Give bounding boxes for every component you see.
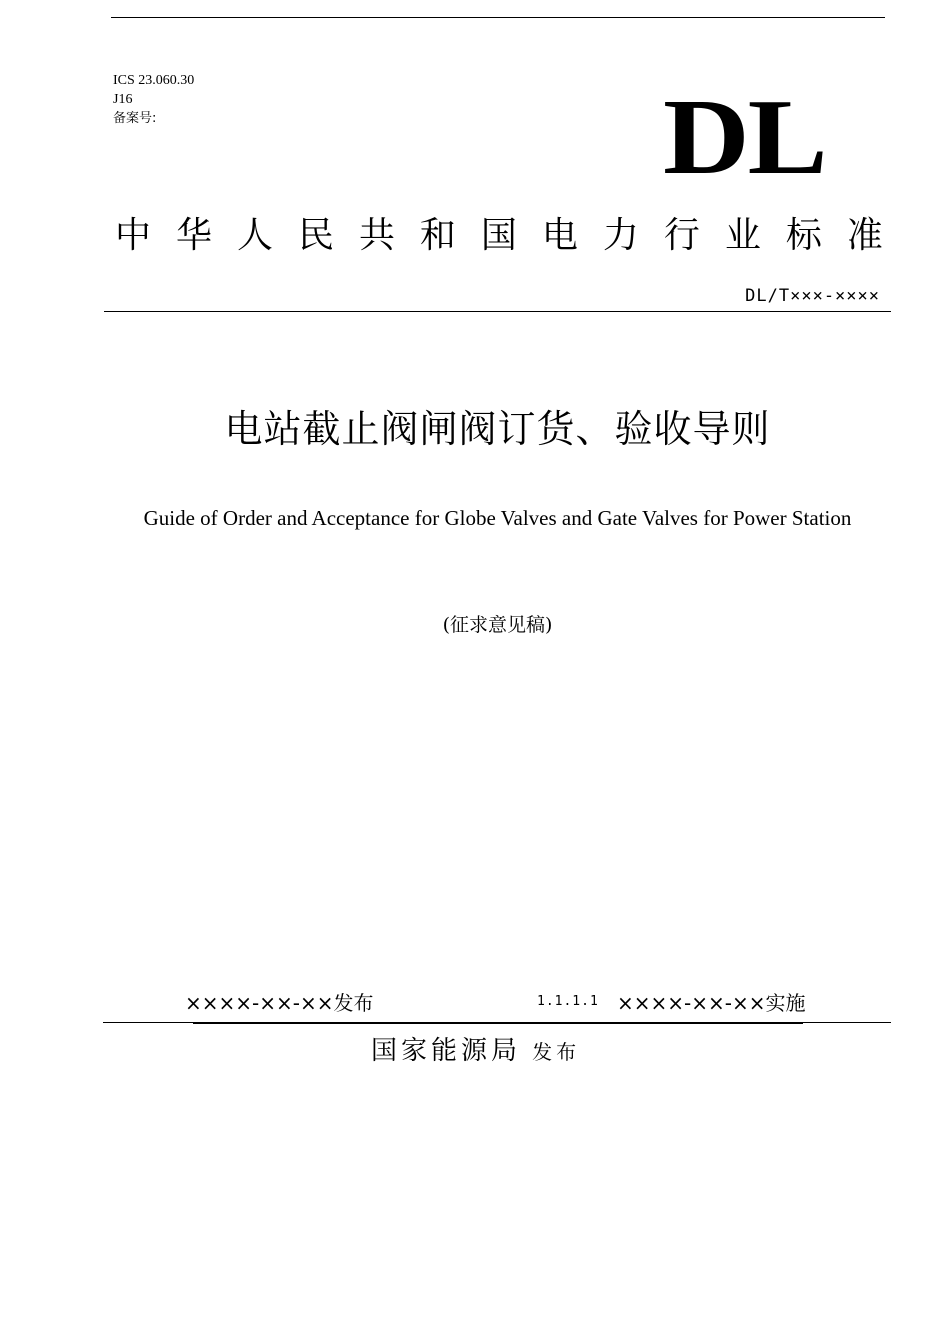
standard-name-char: 中 [115,215,152,256]
document-title-chinese: 电站截止阀闸阀订货、验收导则 [224,407,771,451]
classification-code: J16 [113,92,133,107]
standard-name-char: 力 [602,215,639,256]
standard-name-char: 民 [297,215,334,256]
ics-code: ICS 23.060.30 [113,73,195,88]
implement-date: ××××-××-××实施 [617,991,806,1015]
standard-name-char: 电 [541,215,578,256]
footer-rule-inner [193,1023,803,1024]
standard-name-char: 行 [663,215,700,256]
publish-date: ××××-××-××发布 [185,991,374,1015]
standard-name-char: 人 [236,215,273,256]
publisher-block [371,1030,580,1067]
header-meta [113,71,194,128]
standard-name-char: 业 [724,215,761,256]
standard-name-char: 标 [785,215,822,256]
dl-logo: DL [663,76,826,197]
standard-number: DL/T×××-×××× [745,286,880,306]
standard-name-char: 国 [480,215,517,256]
publisher-suffix: 发布 [532,1040,581,1064]
standard-name-char: 准 [846,215,883,256]
standard-name-char: 和 [419,215,456,256]
filing-number-label: 备案号: [113,111,157,126]
standard-name-char: 华 [175,215,212,256]
header-rule [104,311,891,312]
standard-name-char: 共 [358,215,395,256]
heading-number: 1.1.1.1 [537,994,599,1009]
document-title-english: Guide of Order and Acceptance for Globe Valves and Gate Valves for Power Station [143,506,852,530]
publisher-name: 国家能源局 [371,1036,522,1066]
standard-name [115,216,883,256]
draft-note: (征求意见稿) [442,614,553,636]
top-rule [111,17,885,18]
